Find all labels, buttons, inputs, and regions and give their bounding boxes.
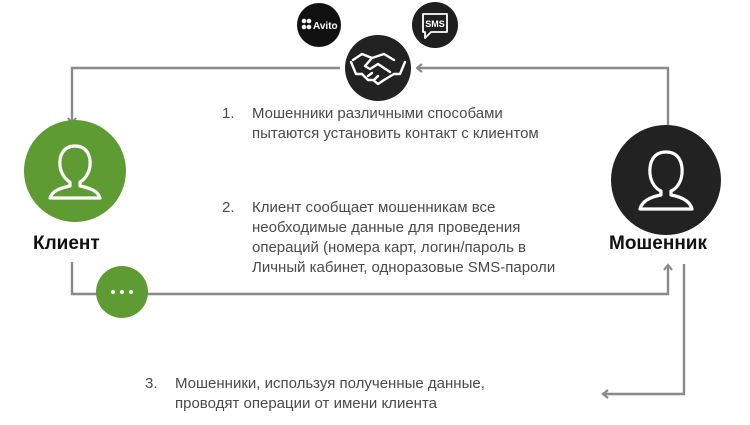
- handshake-hub: [340, 30, 416, 106]
- step-line: операций (номера карт, логин/пароль в: [252, 239, 527, 256]
- client-circle: [24, 120, 126, 222]
- connector-bottom: [604, 264, 684, 394]
- step-line: Мошенники различными способами: [252, 105, 503, 122]
- client-node: [24, 120, 126, 222]
- avito-badge: [293, 0, 345, 51]
- step-2: [222, 198, 555, 278]
- fraudster-label: Мошенник: [609, 233, 707, 254]
- client-label: Клиент: [33, 233, 100, 254]
- ellipsis-icon: [111, 290, 133, 294]
- step-line: необходимые данные для проведения: [252, 219, 521, 236]
- step-number: 1.: [222, 105, 235, 122]
- hub-circle: [345, 35, 411, 101]
- sms-badge: [408, 0, 462, 52]
- step-3: [145, 374, 485, 414]
- step-line: Клиент сообщает мошенникам все: [252, 199, 496, 216]
- step-1: [222, 104, 539, 144]
- step-number: 3.: [145, 375, 158, 392]
- step-line: пытаются установить контакт с клиентом: [252, 125, 539, 142]
- avito-label: Avito: [313, 21, 338, 32]
- fraudster-circle: [611, 125, 721, 235]
- sms-label: SMS: [425, 19, 445, 29]
- chat-bubble: [96, 266, 148, 318]
- step-line: проводят операции от имени клиента: [175, 395, 437, 412]
- fraudster-node: [611, 125, 721, 235]
- step-number: 2.: [222, 199, 235, 216]
- step-line: Мошенники, используя полученные данные,: [175, 375, 485, 392]
- step-line: Личный кабинет, одноразовые SMS-пароли: [252, 259, 556, 276]
